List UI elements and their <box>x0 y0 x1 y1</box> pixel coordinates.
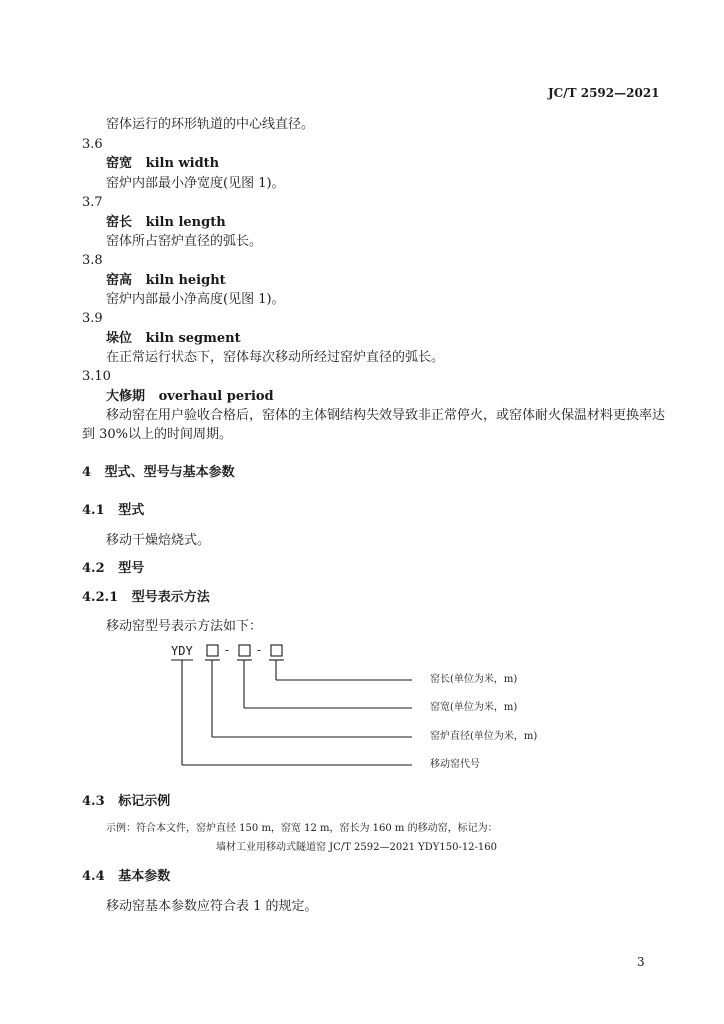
diagram-label-length: 窑长(单位为米，m) <box>430 674 518 685</box>
section-title: 基本参数 <box>118 869 171 884</box>
body-paragraph: 移动窑基本参数应符合表 1 的规定。 <box>106 899 318 914</box>
clause-number: 3.9 <box>82 311 103 326</box>
section-heading <box>82 794 170 810</box>
section-number: 4.2 <box>82 561 105 576</box>
term-cn: 窑高 <box>106 273 133 288</box>
term-cn: 垛位 <box>106 331 133 346</box>
section-title: 型号 <box>118 561 145 576</box>
term-en: overhaul period <box>158 389 274 404</box>
definition-text: 移动窑在用户验收合格后，窑体的主体钢结构失效导致非正常停火，或窑体耐火保温材料更换率达 <box>106 408 666 423</box>
model-dash: - <box>257 643 262 657</box>
subsection-title: 型号表示方法 <box>131 590 210 605</box>
body-paragraph: 移动干燥焙烧式。 <box>106 533 211 548</box>
clause-number: 3.7 <box>82 195 103 210</box>
section-number: 4.1 <box>82 503 105 518</box>
section-number: 4.3 <box>82 794 105 809</box>
term-en: kiln width <box>145 156 220 171</box>
chapter-title: 型式、型号与基本参数 <box>104 465 235 480</box>
section-title: 标记示例 <box>118 794 171 809</box>
body-paragraph: 移动窑型号表示方法如下： <box>106 619 263 634</box>
length-box <box>271 645 282 656</box>
page-number: 3 <box>637 955 645 969</box>
section-title: 型式 <box>118 503 145 518</box>
diagram-label-code: 移动窑代号 <box>430 759 480 770</box>
diagram-label-diameter: 窑炉直径(单位为米，m) <box>430 731 538 742</box>
standard-number: JC/T 2592—2021 <box>548 86 660 100</box>
term-en: kiln segment <box>145 331 241 346</box>
term-en: kiln height <box>145 273 226 288</box>
clause-number: 3.6 <box>82 137 103 152</box>
section-heading <box>82 869 170 885</box>
clause-number: 3.10 <box>82 369 111 384</box>
term-cn: 窑长 <box>106 215 133 230</box>
clause-number: 3.8 <box>82 253 103 268</box>
definition-text: 窑体所占窑炉直径的弧长。 <box>106 234 263 249</box>
diameter-box <box>207 645 218 656</box>
model-dash: - <box>225 643 230 657</box>
chapter-number: 4 <box>82 465 92 480</box>
subsection-number: 4.2.1 <box>82 590 119 605</box>
section-number: 4.4 <box>82 869 105 884</box>
term-en: kiln length <box>145 215 226 230</box>
term-cn: 窑宽 <box>106 156 133 171</box>
definition-text: 窑体运行的环形轨道的中心线直径。 <box>106 117 315 132</box>
term-cn: 大修期 <box>106 389 146 404</box>
width-box <box>239 645 250 656</box>
model-prefix: YDY <box>171 644 193 658</box>
diagram-label-width: 窑宽(单位为米，m) <box>430 702 518 713</box>
example-text: 示例：符合本文件，窑炉直径 150 m，窑宽 12 m，窑长为 160 m 的移动窑，标记为： <box>106 823 498 834</box>
definition-text: 到 30%以上的时间周期。 <box>82 427 233 442</box>
example-marking: 墙材工业用移动式隧道窑 JC/T 2592—2021 YDY150-12-160 <box>216 842 498 853</box>
definition-text: 窑炉内部最小净宽度(见图 1)。 <box>106 176 285 191</box>
definition-text: 在正常运行状态下，窑体每次移动所经过窑炉直径的弧长。 <box>106 350 445 365</box>
definition-text: 窑炉内部最小净高度(见图 1)。 <box>106 292 285 307</box>
